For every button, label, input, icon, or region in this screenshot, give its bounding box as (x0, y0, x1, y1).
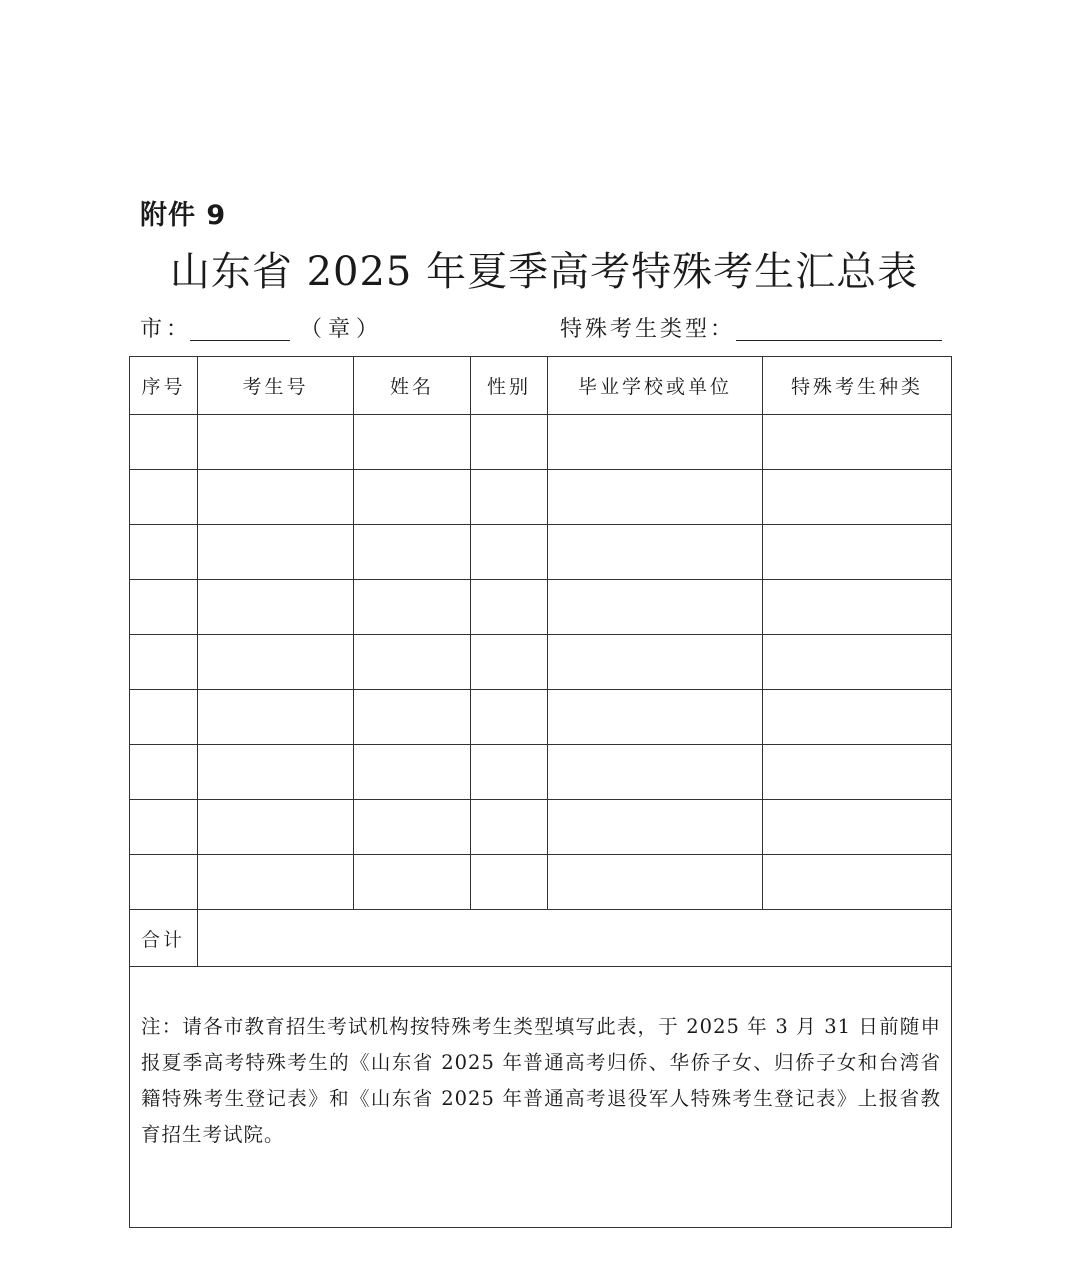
total-value-cell[interactable] (198, 910, 952, 967)
cell-name[interactable] (354, 415, 471, 470)
cell-special-category[interactable] (763, 690, 952, 745)
header-gender: 性别 (471, 357, 548, 415)
cell-gender[interactable] (471, 690, 548, 745)
table-header-row (130, 357, 952, 415)
cell-serial[interactable] (130, 745, 198, 800)
cell-serial[interactable] (130, 580, 198, 635)
cell-exam-number[interactable] (198, 745, 354, 800)
cell-serial[interactable] (130, 635, 198, 690)
cell-exam-number[interactable] (198, 470, 354, 525)
table-row (130, 470, 952, 525)
header-name: 姓名 (354, 357, 471, 415)
cell-name[interactable] (354, 580, 471, 635)
note-text: 注：请各市教育招生考试机构按特殊考生类型填写此表，于 2025 年 3 月 31 日前随申报夏季高考特殊考生的《山东省 2025 年普通高考归侨、华侨子女、归侨子女和台湾省籍特殊考生登记表》和《山东省 2025 年普通高考退役军人特殊考生登记表》上报省教育招生考试院。 (130, 967, 952, 1228)
summary-table (129, 356, 952, 1228)
cell-school[interactable] (548, 745, 763, 800)
cell-special-category[interactable] (763, 800, 952, 855)
cell-name[interactable] (354, 525, 471, 580)
cell-gender[interactable] (471, 855, 548, 910)
header-serial: 序号 (130, 357, 198, 415)
special-type-label: 特殊考生类型： (560, 317, 736, 342)
special-type-input-line[interactable] (736, 340, 942, 341)
cell-gender[interactable] (471, 415, 548, 470)
cell-name[interactable] (354, 690, 471, 745)
cell-gender[interactable] (471, 525, 548, 580)
table-row (130, 855, 952, 910)
total-row (130, 910, 952, 967)
cell-special-category[interactable] (763, 580, 952, 635)
total-label: 合计 (130, 910, 198, 967)
header-school: 毕业学校或单位 (548, 357, 763, 415)
cell-serial[interactable] (130, 525, 198, 580)
cell-gender[interactable] (471, 635, 548, 690)
table-row (130, 580, 952, 635)
cell-exam-number[interactable] (198, 525, 354, 580)
cell-name[interactable] (354, 855, 471, 910)
header-exam-number: 考生号 (198, 357, 354, 415)
cell-serial[interactable] (130, 470, 198, 525)
page-title: 山东省 2025 年夏季高考特殊考生汇总表 (169, 249, 919, 295)
cell-exam-number[interactable] (198, 855, 354, 910)
city-input-line[interactable] (190, 340, 290, 341)
cell-school[interactable] (548, 470, 763, 525)
cell-school[interactable] (548, 635, 763, 690)
cell-school[interactable] (548, 855, 763, 910)
form-meta-row (140, 312, 940, 344)
cell-serial[interactable] (130, 855, 198, 910)
table-row (130, 415, 952, 470)
city-label: 市： (140, 317, 193, 342)
cell-special-category[interactable] (763, 415, 952, 470)
cell-name[interactable] (354, 745, 471, 800)
attachment-label: 附件 9 (140, 200, 227, 231)
seal-label: （章） (300, 317, 385, 342)
cell-name[interactable] (354, 470, 471, 525)
table-row (130, 690, 952, 745)
header-special-category: 特殊考生种类 (763, 357, 952, 415)
table-row (130, 525, 952, 580)
cell-school[interactable] (548, 525, 763, 580)
cell-serial[interactable] (130, 415, 198, 470)
cell-exam-number[interactable] (198, 580, 354, 635)
cell-special-category[interactable] (763, 855, 952, 910)
cell-special-category[interactable] (763, 525, 952, 580)
cell-name[interactable] (354, 635, 471, 690)
cell-serial[interactable] (130, 800, 198, 855)
cell-school[interactable] (548, 800, 763, 855)
note-row (130, 967, 952, 1228)
table-row (130, 745, 952, 800)
cell-special-category[interactable] (763, 635, 952, 690)
table-row (130, 635, 952, 690)
cell-name[interactable] (354, 800, 471, 855)
cell-gender[interactable] (471, 470, 548, 525)
cell-exam-number[interactable] (198, 415, 354, 470)
cell-serial[interactable] (130, 690, 198, 745)
cell-school[interactable] (548, 580, 763, 635)
cell-exam-number[interactable] (198, 635, 354, 690)
table-row (130, 800, 952, 855)
cell-gender[interactable] (471, 800, 548, 855)
cell-school[interactable] (548, 690, 763, 745)
cell-gender[interactable] (471, 745, 548, 800)
cell-school[interactable] (548, 415, 763, 470)
cell-gender[interactable] (471, 580, 548, 635)
cell-special-category[interactable] (763, 745, 952, 800)
cell-exam-number[interactable] (198, 690, 354, 745)
cell-special-category[interactable] (763, 470, 952, 525)
cell-exam-number[interactable] (198, 800, 354, 855)
